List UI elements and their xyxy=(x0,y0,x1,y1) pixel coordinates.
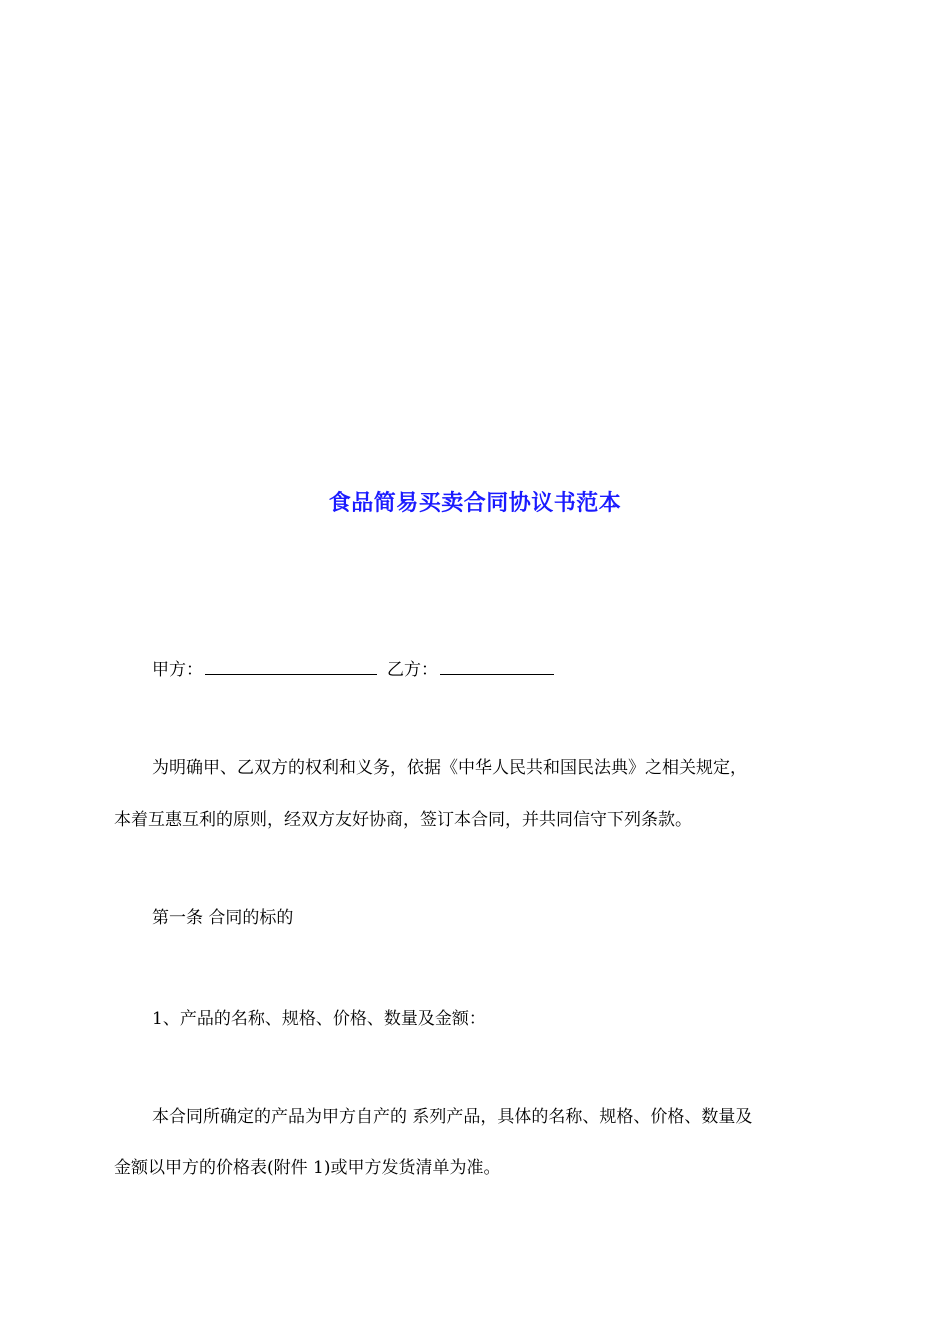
document-title: 食品简易买卖合同协议书范本 xyxy=(328,490,622,516)
party-a-blank xyxy=(205,658,377,675)
preamble-line-1: 为明确甲、乙双方的权利和义务，依据《中华人民共和国民法典》之相关规定， xyxy=(152,758,747,778)
item-1-body-line-1: 本合同所确定的产品为甲方自产的 系列产品，具体的名称、规格、价格、数量及 xyxy=(152,1107,753,1127)
party-b-blank xyxy=(440,658,554,675)
item-1-body-line-2: 金额以甲方的价格表(附件 1)或甲方发货清单为准。 xyxy=(114,1158,501,1178)
party-b-label: 乙方： xyxy=(387,660,438,680)
article-1-heading: 第一条 合同的标的 xyxy=(152,908,294,928)
parties-line xyxy=(152,658,554,682)
party-a-label: 甲方： xyxy=(152,660,203,680)
item-1-heading: 1、产品的名称、规格、价格、数量及金额： xyxy=(152,1009,486,1029)
preamble-line-2: 本着互惠互利的原则，经双方友好协商，签订本合同，并共同信守下列条款。 xyxy=(114,810,692,830)
